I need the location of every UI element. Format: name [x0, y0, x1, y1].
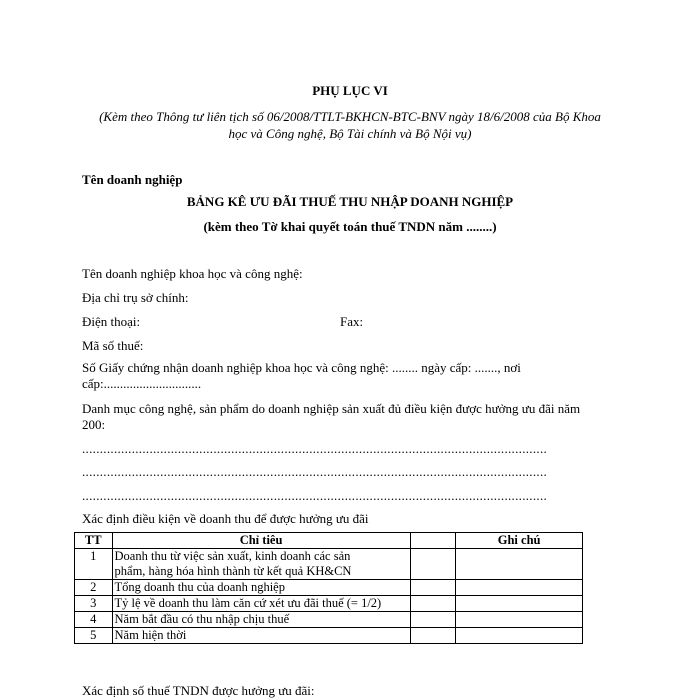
table-row [75, 580, 583, 596]
row-note-cell [456, 612, 583, 628]
catalog-line-2: 200: [82, 417, 106, 432]
table-row [75, 549, 583, 580]
dotted-line-1: ................................................................................................................................... [82, 441, 548, 456]
certificate-line-1: Số Giấy chứng nhận doanh nghiệp khoa học và công nghệ: ........ ngày cấp: ......., nơi [82, 360, 521, 375]
row-note-cell [456, 580, 583, 596]
revenue-section-title: Xác định điều kiện về doanh thu để được hưởng ưu đãi [82, 511, 369, 526]
phone-field: Điện thoại: [82, 314, 141, 329]
table-header-row [75, 533, 583, 549]
header-note: Ghi chú [456, 533, 583, 549]
address-field: Địa chỉ trụ sở chính: [82, 290, 189, 305]
row-tt: 1 [75, 549, 113, 580]
row-tt: 4 [75, 612, 113, 628]
row-criteria: Tổng doanh thu của doanh nghiệp [112, 580, 410, 596]
row-tt: 5 [75, 628, 113, 644]
table-row [75, 596, 583, 612]
attachment-note-line-1: (Kèm theo Thông tư liên tịch số 06/2008/TTLT-BKHCN-BTC-BNV ngày 18/6/2008 của Bộ Khoa [99, 109, 601, 124]
header-extra [410, 533, 456, 549]
certificate-field [82, 360, 521, 392]
row-note-cell [456, 596, 583, 612]
row-criteria-line-1: Doanh thu từ việc sản xuất, kinh doanh các sản [114, 549, 351, 563]
main-title: BẢNG KÊ ƯU ĐÃI THUẾ THU NHẬP DOANH NGHIỆP [186, 194, 514, 209]
enterprise-name-field: Tên doanh nghiệp khoa học và công nghệ: [82, 266, 303, 281]
row-criteria: Năm hiện thời [112, 628, 410, 644]
table-row [75, 628, 583, 644]
fax-field: Fax: [340, 314, 364, 329]
row-criteria [112, 549, 410, 580]
certificate-line-2: cấp:.............................. [82, 376, 202, 391]
row-value-cell [410, 596, 456, 612]
appendix-title: PHỤ LỤC VI [312, 83, 388, 98]
catalog-line-1: Danh mục công nghệ, sản phẩm do doanh nghiệp sản xuất đủ điều kiện được hưởng ưu đãi năm [82, 401, 581, 416]
tax-code-field: Mã số thuế: [82, 338, 144, 353]
enterprise-label: Tên doanh nghiệp [82, 172, 183, 187]
catalog-field [82, 401, 580, 433]
row-criteria: Tỷ lệ về doanh thu làm căn cứ xét ưu đãi thuế (= 1/2) [112, 596, 410, 612]
row-note-cell [456, 549, 583, 580]
row-value-cell [410, 549, 456, 580]
revenue-table [74, 532, 583, 644]
table-row [75, 612, 583, 628]
attachment-note-line-2: học và Công nghệ, Bộ Tài chính và Bộ Nội vụ) [228, 126, 472, 141]
header-tt: TT [75, 533, 113, 549]
row-criteria: Năm bắt đầu có thu nhập chịu thuế [112, 612, 410, 628]
dotted-line-2: ................................................................................................................................... [82, 464, 548, 479]
row-note-cell [456, 628, 583, 644]
row-value-cell [410, 580, 456, 596]
sub-title: (kèm theo Tờ khai quyết toán thuế TNDN năm ........) [203, 219, 497, 234]
row-value-cell [410, 612, 456, 628]
header-criteria: Chỉ tiêu [112, 533, 410, 549]
attachment-note [0, 108, 700, 142]
tax-section-title: Xác định số thuế TNDN được hưởng ưu đãi: [82, 683, 315, 698]
row-tt: 2 [75, 580, 113, 596]
row-value-cell [410, 628, 456, 644]
row-tt: 3 [75, 596, 113, 612]
dotted-line-3: ................................................................................................................................... [82, 488, 548, 503]
row-criteria-line-2: phẩm, hàng hóa hình thành từ kết quả KH&CN [114, 564, 352, 578]
